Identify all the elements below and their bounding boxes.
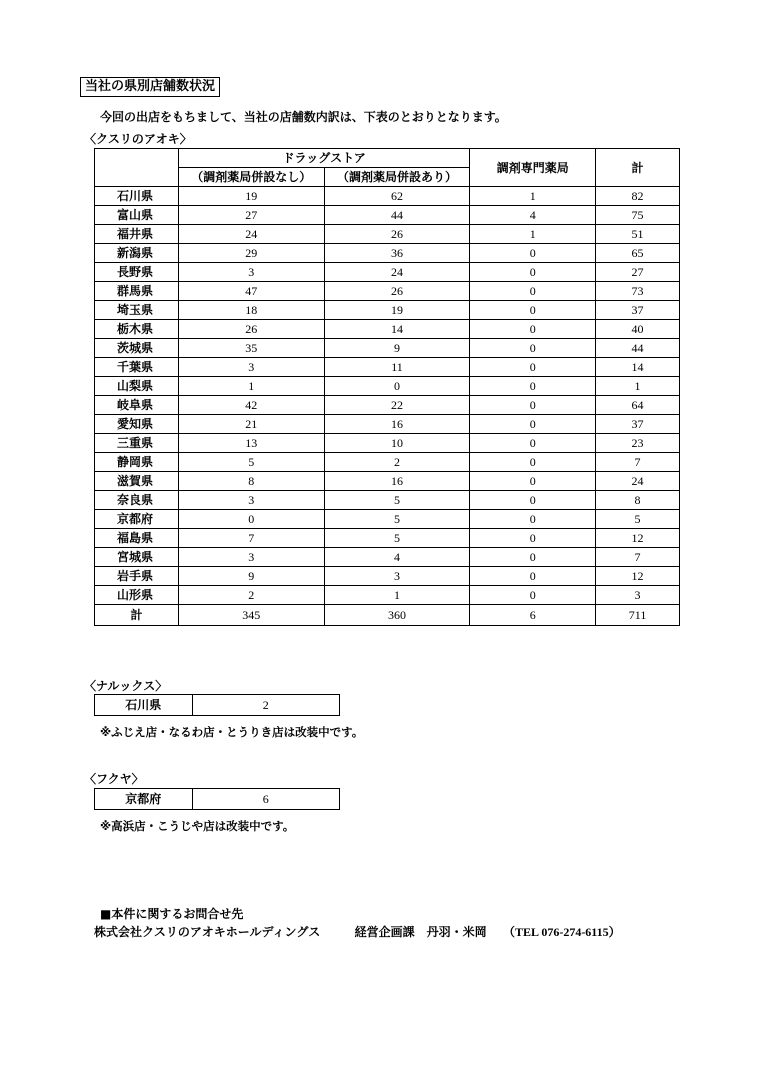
pref-header-cell	[95, 149, 179, 187]
drugstore-header: ドラッグストア	[178, 149, 469, 168]
no-dispensing-cell: 18	[178, 301, 324, 320]
contact-dept: 経営企画課 丹羽・米岡	[354, 925, 487, 939]
total-cell: 23	[596, 434, 680, 453]
total-row	[95, 605, 680, 626]
no-dispensing-cell: 19	[178, 187, 324, 206]
no-dispensing-cell: 3	[178, 491, 324, 510]
total-no-dispensing: 345	[178, 605, 324, 626]
total-with-dispensing: 360	[324, 605, 470, 626]
total-cell: 7	[596, 453, 680, 472]
with-dispensing-cell: 0	[324, 377, 470, 396]
total-cell: 65	[596, 244, 680, 263]
with-dispensing-cell: 3	[324, 567, 470, 586]
table-row	[95, 434, 680, 453]
pharmacy-cell: 0	[470, 358, 596, 377]
total-cell: 12	[596, 567, 680, 586]
naruks-count: 2	[192, 695, 339, 716]
with-dispensing-cell: 26	[324, 225, 470, 244]
pref-cell: 千葉県	[95, 358, 179, 377]
table-row	[95, 244, 680, 263]
pharmacy-cell: 0	[470, 453, 596, 472]
with-dispensing-header: （調剤薬局併設あり）	[324, 168, 470, 187]
no-dispensing-cell: 3	[178, 263, 324, 282]
total-cell: 1	[596, 377, 680, 396]
pref-cell: 石川県	[95, 187, 179, 206]
aoki-store-table	[94, 148, 680, 626]
pharmacy-cell: 1	[470, 187, 596, 206]
with-dispensing-cell: 22	[324, 396, 470, 415]
naruks-section-label: 〈ナルックス〉	[84, 679, 168, 693]
total-cell: 75	[596, 206, 680, 225]
no-dispensing-cell: 26	[178, 320, 324, 339]
pharmacy-cell: 0	[470, 510, 596, 529]
with-dispensing-cell: 9	[324, 339, 470, 358]
total-header: 計	[596, 149, 680, 187]
total-cell: 14	[596, 358, 680, 377]
pref-cell: 長野県	[95, 263, 179, 282]
pref-cell: 静岡県	[95, 453, 179, 472]
pref-cell: 山梨県	[95, 377, 179, 396]
table-row	[95, 377, 680, 396]
no-dispensing-cell: 8	[178, 472, 324, 491]
pharmacy-cell: 0	[470, 472, 596, 491]
pref-cell: 茨城県	[95, 339, 179, 358]
with-dispensing-cell: 11	[324, 358, 470, 377]
pharmacy-cell: 0	[470, 548, 596, 567]
pharmacy-cell: 0	[470, 320, 596, 339]
total-row-label: 計	[95, 605, 179, 626]
with-dispensing-cell: 36	[324, 244, 470, 263]
total-pharmacy: 6	[470, 605, 596, 626]
pharmacy-cell: 0	[470, 396, 596, 415]
total-cell: 37	[596, 301, 680, 320]
with-dispensing-cell: 5	[324, 510, 470, 529]
with-dispensing-cell: 5	[324, 491, 470, 510]
naruks-note: ※ふじえ店・なるわ店・とうりき店は改装中です。	[100, 725, 364, 739]
pref-cell: 埼玉県	[95, 301, 179, 320]
pharmacy-cell: 0	[470, 377, 596, 396]
naruks-pref: 石川県	[95, 695, 193, 716]
pref-cell: 栃木県	[95, 320, 179, 339]
table-row	[95, 263, 680, 282]
pref-cell: 京都府	[95, 510, 179, 529]
fukuya-note: ※高浜店・こうじや店は改装中です。	[100, 819, 295, 833]
pharmacy-cell: 0	[470, 529, 596, 548]
table-row	[95, 339, 680, 358]
with-dispensing-cell: 24	[324, 263, 470, 282]
table-row	[95, 586, 680, 605]
contact-line	[94, 923, 621, 940]
table-row	[95, 529, 680, 548]
total-cell: 27	[596, 263, 680, 282]
contact-company: 株式会社クスリのアオキホールディングス	[94, 925, 321, 939]
total-cell: 82	[596, 187, 680, 206]
total-cell: 44	[596, 339, 680, 358]
pharmacy-cell: 0	[470, 244, 596, 263]
aoki-table-body	[95, 187, 680, 605]
pref-cell: 山形県	[95, 586, 179, 605]
pref-cell: 岐阜県	[95, 396, 179, 415]
pharmacy-header: 調剤専門薬局	[470, 149, 596, 187]
page-title: 当社の県別店舗数状況	[80, 77, 220, 97]
fukuya-count: 6	[192, 789, 339, 810]
with-dispensing-cell: 26	[324, 282, 470, 301]
pharmacy-cell: 0	[470, 586, 596, 605]
with-dispensing-cell: 14	[324, 320, 470, 339]
intro-text: 今回の出店をもちまして、当社の店舗数内訳は、下表のとおりとなります。	[100, 110, 507, 124]
table-row	[95, 491, 680, 510]
table-row	[95, 187, 680, 206]
no-dispensing-cell: 24	[178, 225, 324, 244]
total-cell: 51	[596, 225, 680, 244]
total-cell: 37	[596, 415, 680, 434]
with-dispensing-cell: 62	[324, 187, 470, 206]
total-cell: 5	[596, 510, 680, 529]
total-cell: 8	[596, 491, 680, 510]
table-row	[95, 320, 680, 339]
table-row	[95, 282, 680, 301]
with-dispensing-cell: 5	[324, 529, 470, 548]
pref-cell: 群馬県	[95, 282, 179, 301]
pharmacy-cell: 0	[470, 263, 596, 282]
pref-cell: 福島県	[95, 529, 179, 548]
table-row	[95, 396, 680, 415]
no-dispensing-cell: 3	[178, 358, 324, 377]
with-dispensing-cell: 16	[324, 472, 470, 491]
fukuya-table	[94, 788, 340, 810]
contact-tel: （TEL 076-274-6115）	[502, 925, 621, 939]
pharmacy-cell: 0	[470, 491, 596, 510]
fukuya-section-label: 〈フクヤ〉	[84, 772, 144, 786]
pref-cell: 岩手県	[95, 567, 179, 586]
no-dispensing-cell: 7	[178, 529, 324, 548]
fukuya-pref: 京都府	[95, 789, 193, 810]
total-grand: 711	[596, 605, 680, 626]
table-row	[95, 453, 680, 472]
table-row	[95, 301, 680, 320]
pharmacy-cell: 1	[470, 225, 596, 244]
no-dispensing-cell: 42	[178, 396, 324, 415]
total-cell: 24	[596, 472, 680, 491]
no-dispensing-cell: 1	[178, 377, 324, 396]
no-dispensing-cell: 21	[178, 415, 324, 434]
table-row	[95, 415, 680, 434]
with-dispensing-cell: 4	[324, 548, 470, 567]
pref-cell: 富山県	[95, 206, 179, 225]
pharmacy-cell: 0	[470, 282, 596, 301]
pref-cell: 滋賀県	[95, 472, 179, 491]
pref-cell: 新潟県	[95, 244, 179, 263]
total-cell: 73	[596, 282, 680, 301]
pref-cell: 奈良県	[95, 491, 179, 510]
no-dispensing-cell: 2	[178, 586, 324, 605]
with-dispensing-cell: 44	[324, 206, 470, 225]
table-row	[95, 225, 680, 244]
with-dispensing-cell: 1	[324, 586, 470, 605]
no-dispensing-header: （調剤薬局併設なし）	[178, 168, 324, 187]
total-cell: 7	[596, 548, 680, 567]
pref-cell: 宮城県	[95, 548, 179, 567]
no-dispensing-cell: 0	[178, 510, 324, 529]
contact-heading: ■本件に関するお問合せ先	[100, 907, 244, 921]
aoki-section-label: 〈クスリのアオキ〉	[84, 132, 192, 146]
total-cell: 3	[596, 586, 680, 605]
total-cell: 64	[596, 396, 680, 415]
pharmacy-cell: 0	[470, 415, 596, 434]
table-row	[95, 548, 680, 567]
pharmacy-cell: 0	[470, 301, 596, 320]
pharmacy-cell: 0	[470, 434, 596, 453]
naruks-table	[94, 694, 340, 716]
no-dispensing-cell: 9	[178, 567, 324, 586]
no-dispensing-cell: 13	[178, 434, 324, 453]
table-row	[95, 472, 680, 491]
no-dispensing-cell: 29	[178, 244, 324, 263]
table-row	[95, 567, 680, 586]
total-cell: 40	[596, 320, 680, 339]
pharmacy-cell: 0	[470, 339, 596, 358]
pref-cell: 福井県	[95, 225, 179, 244]
no-dispensing-cell: 3	[178, 548, 324, 567]
no-dispensing-cell: 47	[178, 282, 324, 301]
table-row	[95, 510, 680, 529]
table-row	[95, 358, 680, 377]
no-dispensing-cell: 27	[178, 206, 324, 225]
with-dispensing-cell: 2	[324, 453, 470, 472]
with-dispensing-cell: 19	[324, 301, 470, 320]
table-row	[95, 206, 680, 225]
pharmacy-cell: 4	[470, 206, 596, 225]
with-dispensing-cell: 16	[324, 415, 470, 434]
with-dispensing-cell: 10	[324, 434, 470, 453]
no-dispensing-cell: 35	[178, 339, 324, 358]
total-cell: 12	[596, 529, 680, 548]
pref-cell: 三重県	[95, 434, 179, 453]
no-dispensing-cell: 5	[178, 453, 324, 472]
pref-cell: 愛知県	[95, 415, 179, 434]
pharmacy-cell: 0	[470, 567, 596, 586]
